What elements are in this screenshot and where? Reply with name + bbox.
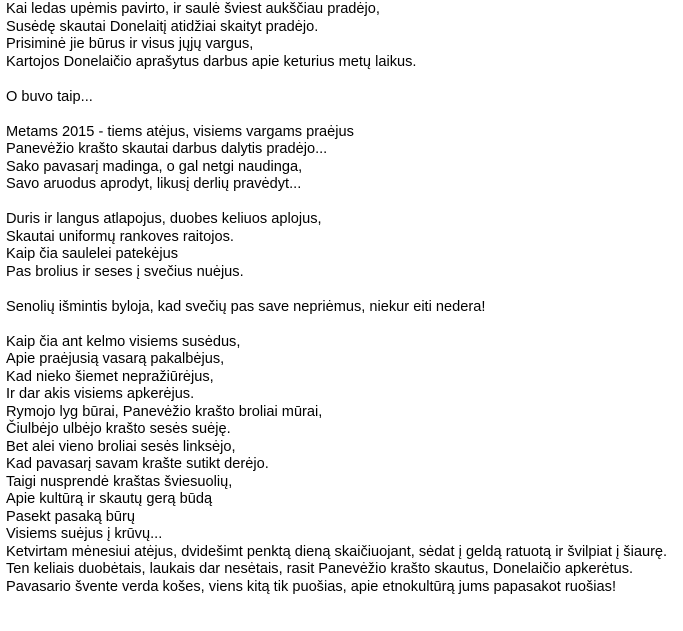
poem-line: Visiems suėjus į krūvų...: [6, 526, 163, 542]
poem-line: O buvo taip...: [6, 88, 93, 105]
poem-line: Kai ledas upėmis pavirto, ir saulė šviest aukščiau pradėjo,: [6, 1, 380, 17]
poem-line: Kad nieko šiemet nepražiūrėjus,: [6, 368, 214, 385]
poem-line: Kartojos Donelaičio aprašytus darbus apie keturius metų laikus.: [6, 53, 417, 70]
poem-line: Ketvirtam mėnesiui atėjus, dvidešimt penktą dieną skaičiuojant, sėdat į geldą ratuotą ir švilpiat į šiaurę.: [6, 543, 668, 560]
poem-line: Taigi nusprendė kraštas šviesuolių,: [6, 473, 233, 490]
poem-line: Susėdę skautai Donelaitį atidžiai skaityt pradėjo.: [6, 18, 319, 35]
poem-line: Metams 2015 - tiems atėjus, visiems vargams praėjus: [6, 123, 354, 140]
poem-line: Apie kultūrą ir skautų gerą būdą: [6, 491, 213, 507]
poem-line: Ten keliais duobėtais, laukais dar nesėtais, rasit Panevėžio krašto skautus, Donelaičio apkerėtus.: [6, 561, 634, 577]
poem-line: Sako pavasarį madinga, o gal netgi naudinga,: [6, 158, 303, 175]
poem-line: Kaip čia saulelei patekėjus: [6, 246, 178, 262]
stanza-6: [6, 334, 678, 597]
poem-line: Ir dar akis visiems apkerėjus.: [6, 386, 195, 402]
poem-line: Pavasario švente verda košes, viens kitą tik puošias, apie etnokultūrą jums papasakot ruošias!: [6, 578, 617, 595]
poem-line: Kaip čia ant kelmo visiems susėdus,: [6, 333, 241, 350]
poem-line: Rymojo lyg būrai, Panevėžio krašto broliai mūrai,: [6, 403, 323, 420]
stanza-4: [6, 211, 678, 281]
stanza-1: [6, 1, 678, 71]
poem-line: Kad pavasarį savam krašte sutikt derėjo.: [6, 456, 269, 472]
stanza-3: [6, 124, 678, 194]
poem-line: Panevėžio krašto skautai darbus dalytis pradėjo...: [6, 141, 328, 157]
poem-line: Čiulbėjo ulbėjo krašto sesės suėję.: [6, 421, 231, 437]
stanza-2: [6, 89, 678, 107]
stanza-5: [6, 299, 678, 317]
poem-document: [6, 1, 678, 614]
poem-line: Senolių išmintis byloja, kad svečių pas save nepriėmus, niekur eiti nedera!: [6, 298, 486, 315]
poem-line: Bet alei vieno broliai sesės linksėjo,: [6, 438, 236, 455]
poem-line: Prisiminė jie būrus ir visus jųjų vargus,: [6, 36, 254, 52]
poem-line: Pas brolius ir seses į svečius nuėjus.: [6, 263, 244, 280]
poem-line: Skautai uniformų rankoves raitojos.: [6, 228, 234, 245]
poem-line: Pasekt pasaką būrų: [6, 508, 135, 525]
poem-line: Duris ir langus atlapojus, duobes keliuos aplojus,: [6, 211, 322, 227]
poem-line: Apie praėjusią vasarą pakalbėjus,: [6, 351, 225, 367]
poem-line: Savo aruodus aprodyt, likusį derlių pravėdyt...: [6, 176, 302, 192]
